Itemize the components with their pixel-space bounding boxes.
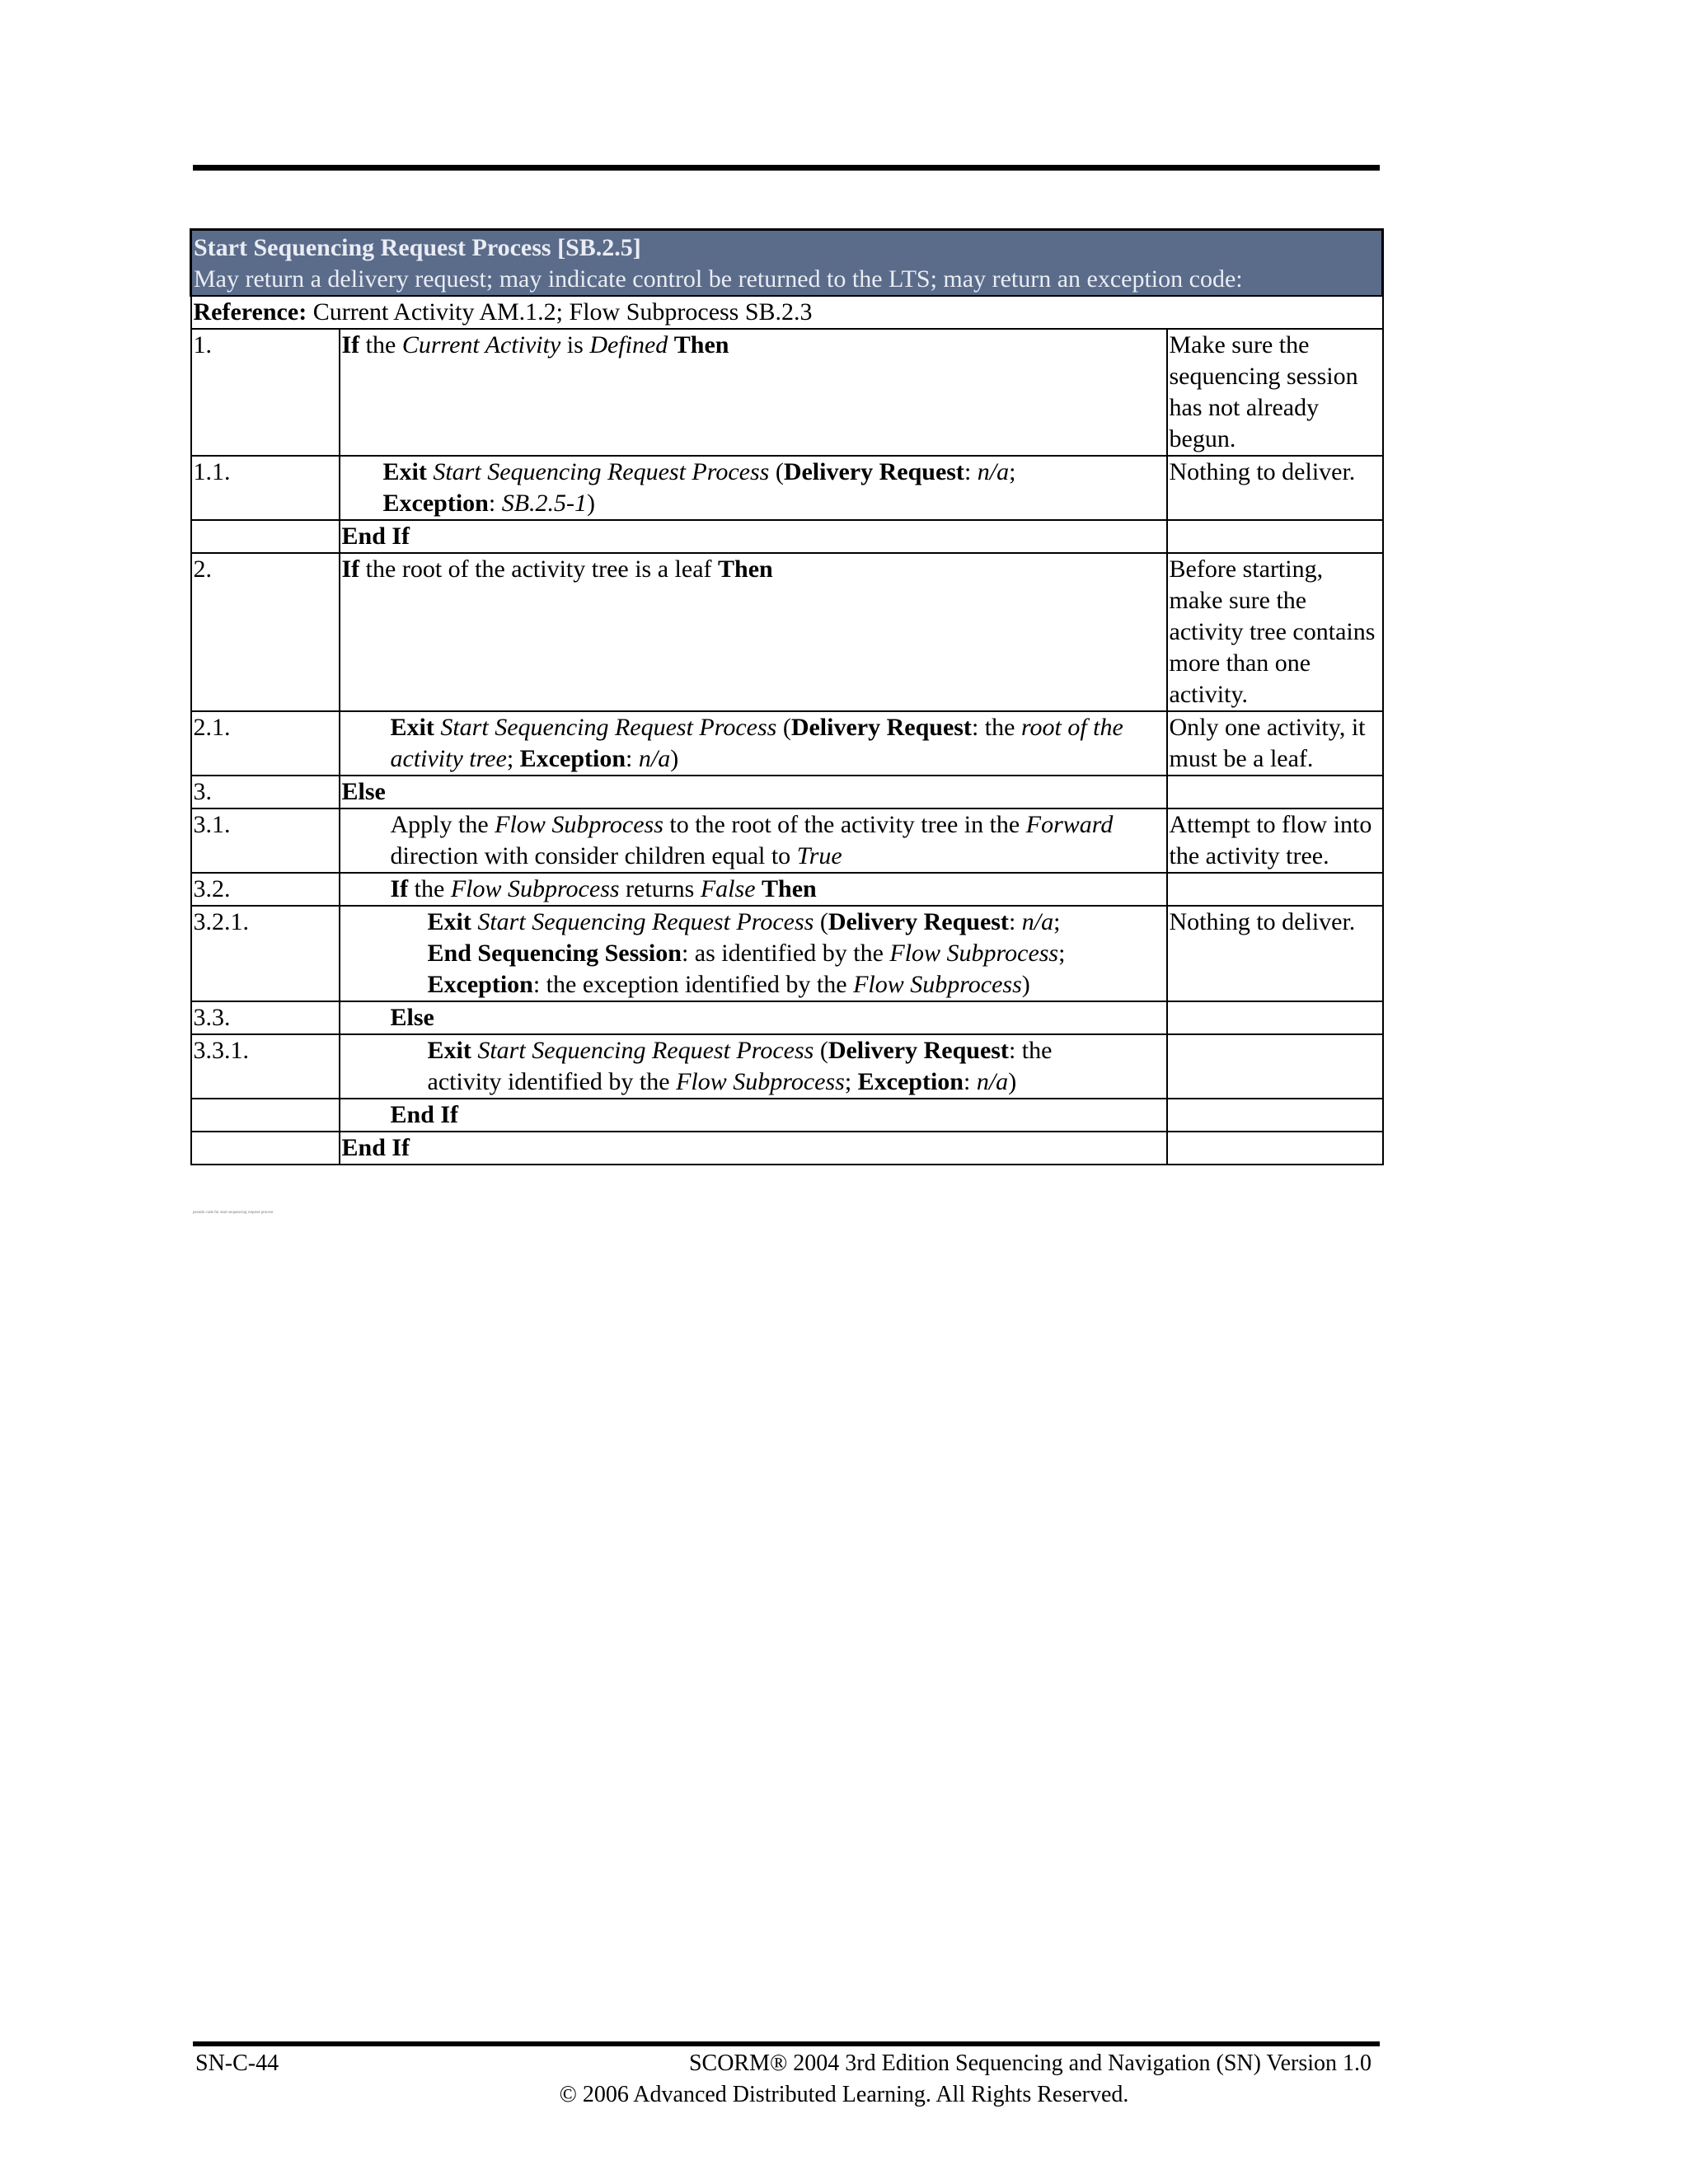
step-pseudocode: Exit Start Sequencing Request Process (Delivery Request: the activity identified by the Flow Subprocess; Exception: n/a) xyxy=(340,1034,1167,1099)
table-row xyxy=(191,776,1383,808)
step-pseudocode: If the root of the activity tree is a leaf Then xyxy=(340,553,1167,711)
process-title: Start Sequencing Request Process [SB.2.5] xyxy=(191,230,1383,265)
footer-copyright: © 2006 Advanced Distributed Learning. All Rights Reserved. xyxy=(559,2082,1129,2107)
step-number xyxy=(191,520,340,553)
step-number: 3.3. xyxy=(191,1001,340,1034)
step-number: 2.1. xyxy=(191,711,340,776)
step-number: 3.2. xyxy=(191,873,340,906)
step-pseudocode: End If xyxy=(340,1132,1167,1165)
table-row xyxy=(191,1099,1383,1132)
reference-cell xyxy=(191,296,1383,329)
step-pseudocode: If the Current Activity is Defined Then xyxy=(340,329,1167,456)
bottom-rule xyxy=(193,2041,1380,2046)
step-pseudocode: Else xyxy=(340,1001,1167,1034)
table-row xyxy=(191,808,1383,873)
step-number: 3.2.1. xyxy=(191,906,340,1001)
table-header-subtitle-row xyxy=(191,264,1383,296)
step-number: 3. xyxy=(191,776,340,808)
step-pseudocode: If the Flow Subprocess returns False Then xyxy=(340,873,1167,906)
step-pseudocode: Else xyxy=(340,776,1167,808)
process-description: May return a delivery request; may indicate control be returned to the LTS; may return an exception code: xyxy=(191,264,1383,296)
table-row xyxy=(191,329,1383,456)
step-comment: Nothing to deliver. xyxy=(1167,456,1383,520)
table-row xyxy=(191,456,1383,520)
step-comment xyxy=(1167,776,1383,808)
step-comment: Make sure the sequencing session has not already begun. xyxy=(1167,329,1383,456)
table-row xyxy=(191,553,1383,711)
table-row xyxy=(191,1001,1383,1034)
step-number xyxy=(191,1132,340,1165)
reference-row xyxy=(191,296,1383,329)
step-comment xyxy=(1167,1132,1383,1165)
footer-page-number: SN-C-44 xyxy=(195,2050,279,2076)
start-sequencing-request-process-table xyxy=(190,228,1384,1165)
step-number xyxy=(191,1099,340,1132)
step-number: 3.3.1. xyxy=(191,1034,340,1099)
step-number: 3.1. xyxy=(191,808,340,873)
table-header-title-row xyxy=(191,230,1383,265)
step-comment: Before starting, make sure the activity tree contains more than one activity. xyxy=(1167,553,1383,711)
step-comment xyxy=(1167,1099,1383,1132)
step-comment xyxy=(1167,1001,1383,1034)
reference-label: Reference: xyxy=(193,298,307,326)
step-pseudocode: Exit Start Sequencing Request Process (Delivery Request: n/a; Exception: SB.2.5-1) xyxy=(340,456,1167,520)
top-rule xyxy=(193,165,1380,171)
step-pseudocode: End If xyxy=(340,520,1167,553)
table-row xyxy=(191,1132,1383,1165)
table-row xyxy=(191,520,1383,553)
step-pseudocode: Exit Start Sequencing Request Process (Delivery Request: the root of the activity tree; Exception: n/a) xyxy=(340,711,1167,776)
step-comment: Nothing to deliver. xyxy=(1167,906,1383,1001)
step-number: 2. xyxy=(191,553,340,711)
step-pseudocode: Exit Start Sequencing Request Process (Delivery Request: n/a; End Sequencing Session: as identified by the Flow Subprocess; Exception: the exception identified by the Flow Subprocess) xyxy=(340,906,1167,1001)
step-comment xyxy=(1167,520,1383,553)
table-caption: pseudo code for start sequencing request process xyxy=(193,1211,274,1215)
step-number: 1.1. xyxy=(191,456,340,520)
step-comment xyxy=(1167,873,1383,906)
step-pseudocode: End If xyxy=(340,1099,1167,1132)
step-comment: Only one activity, it must be a leaf. xyxy=(1167,711,1383,776)
table-row xyxy=(191,873,1383,906)
table-row xyxy=(191,711,1383,776)
step-comment xyxy=(1167,1034,1383,1099)
footer-document-title: SCORM® 2004 3rd Edition Sequencing and Navigation (SN) Version 1.0 xyxy=(688,2050,1372,2076)
step-comment: Attempt to flow into the activity tree. xyxy=(1167,808,1383,873)
reference-text: Current Activity AM.1.2; Flow Subprocess SB.2.3 xyxy=(307,298,813,326)
table-row xyxy=(191,1034,1383,1099)
step-pseudocode: Apply the Flow Subprocess to the root of the activity tree in the Forward direction with consider children equal to True xyxy=(340,808,1167,873)
table-row xyxy=(191,906,1383,1001)
step-number: 1. xyxy=(191,329,340,456)
